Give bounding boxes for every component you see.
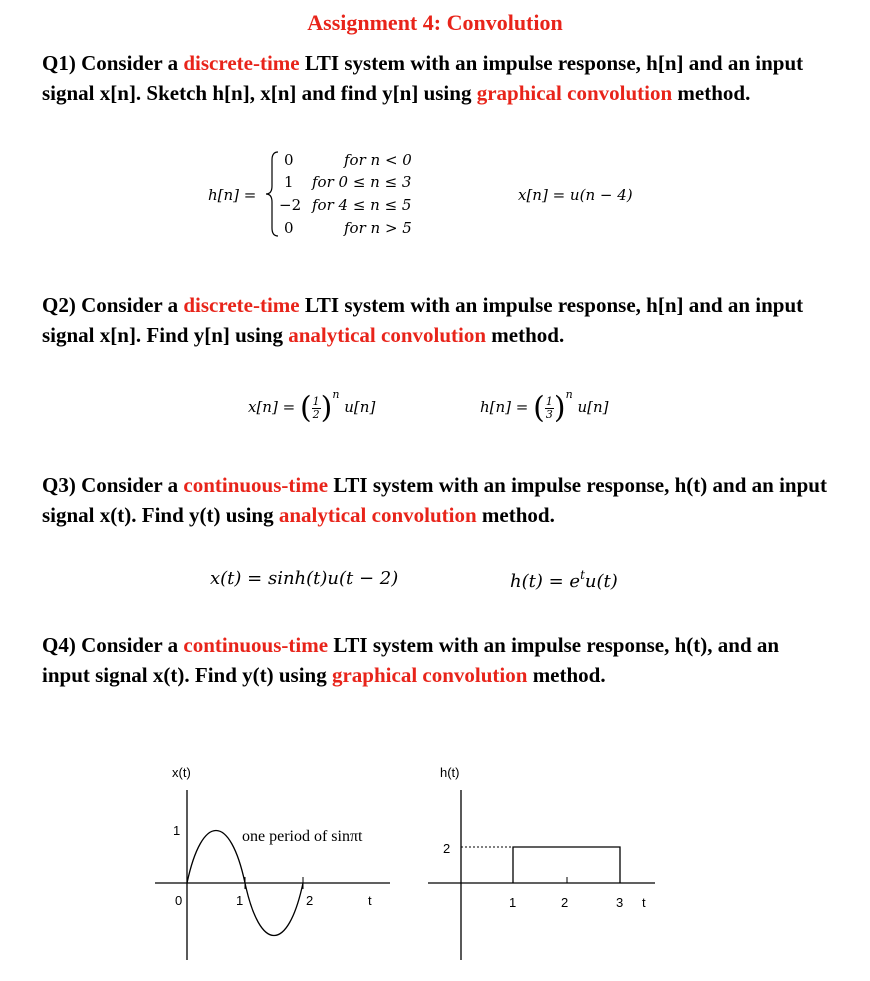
q2-x-step: u[n] — [344, 398, 376, 416]
graph-x-tick-2-label: 2 — [306, 893, 314, 908]
graph-h-xlabel: t — [642, 895, 646, 910]
graph-x-ylabel: x(t) — [172, 765, 191, 780]
q2-highlight-2: analytical convolution — [288, 323, 487, 347]
q2-text-3: method. — [486, 323, 565, 347]
q3-h-exponent: t — [580, 568, 585, 582]
q1-left-brace — [264, 150, 280, 238]
graph-x-origin-label: 0 — [175, 893, 183, 908]
q2-h-denominator: 3 — [545, 407, 553, 421]
page-title: Assignment 4: Convolution — [307, 10, 563, 35]
q2-x-exponent: n — [332, 388, 340, 401]
q4-text-3: method. — [527, 663, 606, 687]
q1-text-1: Q1) Consider a — [42, 51, 184, 75]
graph-h-tick-2-label: 2 — [561, 895, 569, 910]
q1-case-1-value: 1 — [284, 173, 294, 191]
q2-h-step: u[n] — [577, 398, 609, 416]
q1-case-2-condition: for 4 ≤ n ≤ 5 — [312, 196, 412, 214]
q3-h-equation — [510, 568, 618, 592]
graph-x-of-t — [140, 755, 410, 965]
q2-text-1: Q2) Consider a — [42, 293, 184, 317]
q1-x-equation: x[n] = u(n − 4) — [518, 186, 633, 204]
q3-h-step: u(t) — [584, 571, 618, 592]
q4-text-2: LTI system with an impulse response, h(t), and an input signal x(t). Find y(t) using — [42, 633, 780, 687]
q1-case-3-value: 0 — [284, 219, 294, 237]
q2-h-numerator: 1 — [545, 394, 553, 408]
graph-x-tick-1-label: 1 — [236, 893, 244, 908]
graph-h-ylabel: h(t) — [440, 765, 460, 780]
q1-text-2: LTI system with an impulse response, h[n] and an input signal x[n]. Sketch h[n], x[n] and find y[n] using — [42, 51, 804, 105]
graph-x-note: one period of sinπt — [242, 828, 363, 845]
graph-h-tick-y-label: 2 — [443, 841, 451, 856]
question-3 — [42, 470, 832, 530]
q4-highlight-1: continuous-time — [183, 633, 329, 657]
q2-x-denominator: 2 — [312, 407, 320, 421]
graph-h-tick-3-label: 3 — [616, 895, 624, 910]
q4-highlight-2: graphical convolution — [331, 663, 528, 687]
q2-text-2: LTI system with an impulse response, h[n] and an input signal x[n]. Find y[n] using — [42, 293, 804, 347]
q3-highlight-2: analytical convolution — [278, 503, 477, 527]
q2-h-equation: h[n] = ( $\frac{1}{3})^n$ u[n] — [480, 388, 609, 426]
q1-text-3: method. — [672, 81, 751, 105]
q1-case-3-condition: for n > 5 — [344, 219, 412, 237]
q4-text-1: Q4) Consider a — [42, 633, 184, 657]
question-2 — [42, 290, 832, 350]
q3-highlight-1: continuous-time — [183, 473, 329, 497]
q2-h-exponent: n — [565, 388, 573, 401]
graph-h-tick-1-label: 1 — [509, 895, 517, 910]
q3-x-equation: x(t) = sinh(t)u(t − 2) — [210, 568, 399, 589]
q2-x-numerator: 1 — [312, 394, 320, 408]
q3-text-2: LTI system with an impulse response, h(t) and an input signal x(t). Find y(t) using — [42, 473, 827, 527]
graph-x-tick-y-label: 1 — [173, 823, 181, 838]
q1-case-0-value: 0 — [284, 151, 294, 169]
q3-text-1: Q3) Consider a — [42, 473, 184, 497]
question-4 — [42, 630, 832, 690]
q1-case-2-value: −2 — [279, 196, 302, 214]
q1-h-label: h[n] = — [208, 186, 257, 204]
q2-highlight-1: discrete-time — [183, 293, 300, 317]
q2-x-lhs: x[n] = — [248, 398, 296, 416]
q1-highlight-2: graphical convolution — [476, 81, 673, 105]
q3-h-lhs: h(t) = e — [510, 571, 581, 592]
q3-text-3: method. — [476, 503, 555, 527]
question-1 — [42, 48, 832, 108]
graph-h-of-t — [410, 755, 680, 965]
q1-highlight-1: discrete-time — [183, 51, 300, 75]
q2-x-equation: x[n] = ( $\frac{1}{2})^n$ u[n] — [248, 388, 376, 426]
q2-h-lhs: h[n] = — [480, 398, 529, 416]
graph-x-xlabel: t — [368, 893, 372, 908]
q1-case-0-condition: for n < 0 — [344, 151, 412, 169]
q1-case-1-condition: for 0 ≤ n ≤ 3 — [312, 173, 412, 191]
